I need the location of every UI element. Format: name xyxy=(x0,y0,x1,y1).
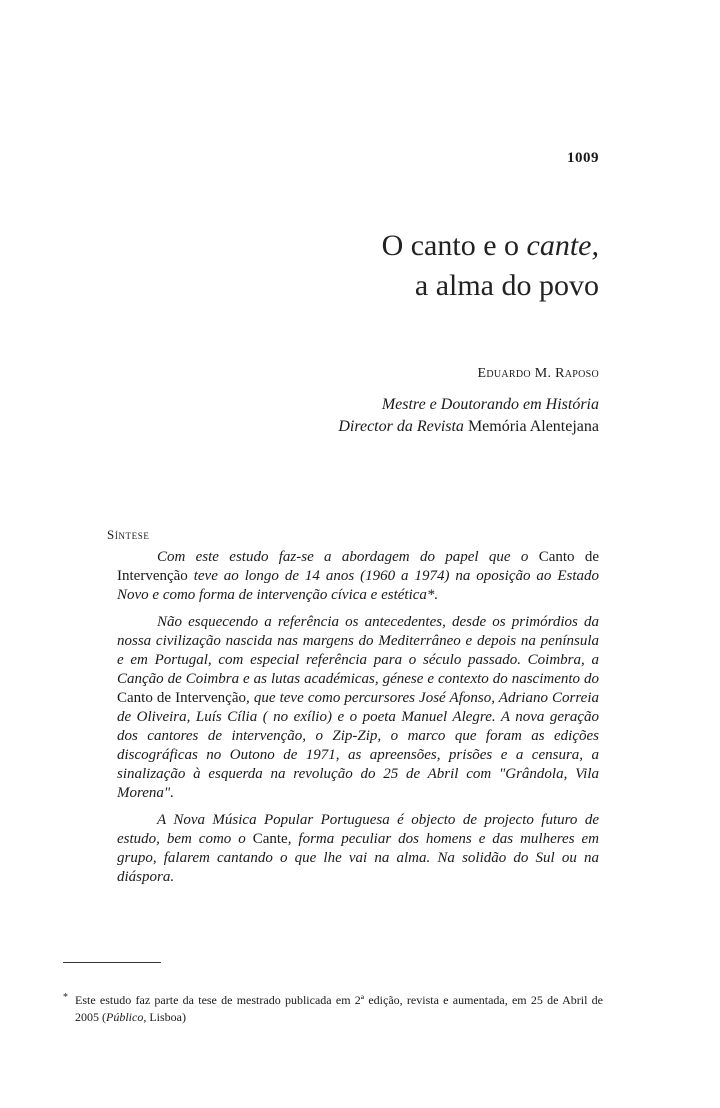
page-number: 1009 xyxy=(567,150,599,166)
abstract-text: Com este estudo faz-se a abordagem do papel que o xyxy=(157,549,539,565)
abstract-text: , forma peculiar dos homens e das mulheres em grupo, falarem cantando o que lhe vai na alma. Na solidão do Sul ou na diáspora. xyxy=(117,831,599,885)
abstract-paragraph-1 xyxy=(117,548,599,605)
abstract-text: A Nova Música Popular Portuguesa é objecto de projecto futuro de estudo, bem como o xyxy=(117,812,599,847)
footnote-text-3: Lisboa) xyxy=(146,1010,186,1024)
author-affiliation xyxy=(179,394,599,438)
footnote-divider xyxy=(63,962,161,963)
footnote-text xyxy=(75,992,603,1026)
abstract-text: Canto de Intervenção xyxy=(117,549,599,584)
abstract-text: Cante xyxy=(252,831,288,847)
journal-name: Memória Alentejana xyxy=(467,418,599,435)
abstract-paragraph-3 xyxy=(117,811,599,887)
title-part-1: O canto e o xyxy=(381,229,527,262)
author-name: Eduardo M. Raposo xyxy=(477,366,599,381)
abstract xyxy=(117,548,599,895)
title-line-2: a alma do povo xyxy=(414,269,599,302)
abstract-paragraph-2 xyxy=(117,613,599,803)
affiliation-line-2 xyxy=(179,416,599,438)
abstract-text: Não esquecendo a referência os antecedentes, desde os primórdios da nossa civilização nascida nas margens do Mediterrâneo e depois na península e em Portugal, com especial referência para o século passado. Coimbra, a Canção de Coimbra e as lutas académicas, génese e contexto do nascimento do xyxy=(117,614,599,687)
article-title xyxy=(179,226,599,306)
affiliation-role: Director da Revista xyxy=(338,418,464,435)
abstract-text: teve ao longo de 14 anos (1960 a 1974) na oposição ao Estado Novo e como forma de intervenção cívica e estética*. xyxy=(117,568,599,603)
affiliation-line-1: Mestre e Doutorando em História xyxy=(381,396,599,413)
abstract-text: Canto de Intervenção xyxy=(117,690,246,706)
footnote-marker: * xyxy=(63,992,68,1003)
footnote-publisher: Público, xyxy=(106,1010,147,1024)
title-line-1 xyxy=(179,226,599,266)
footnote xyxy=(63,992,603,1026)
abstract-text: , que teve como percursores José Afonso, Adriano Correia de Oliveira, Luís Cília ( no exílio) e o poeta Manuel Alegre. A nova geração dos cantores de intervenção, o Zip-Zip, o marco que foram as edições discográficas no Outono de 1971, as apreensões, prisões e a censura, a sinalização à esquerda na revolução do 25 de Abril com "Grândola, Vila Morena". xyxy=(117,690,600,801)
section-heading: Síntese xyxy=(107,527,150,542)
title-part-2-italic: cante, xyxy=(526,229,599,262)
footnote-text-1: Este estudo faz parte da tese de mestrado publicada em 2ª edição, revista e aumentada, em 25 de Abril de 2005 ( xyxy=(75,993,603,1024)
